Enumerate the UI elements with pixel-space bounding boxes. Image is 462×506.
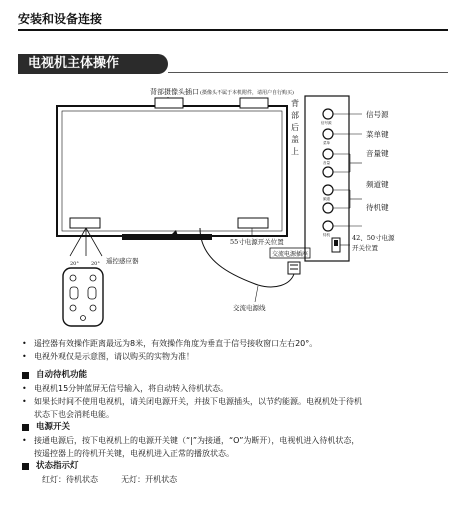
top-rule xyxy=(18,29,448,31)
side-button-panel xyxy=(305,96,349,261)
button-ch-down-icon xyxy=(323,203,333,213)
indicator-none: 无灯：开机状态 xyxy=(121,475,178,484)
key-label-menu: 菜单键 xyxy=(366,130,389,139)
power-switch-42-50-label-line2: 开关位置 xyxy=(352,244,378,252)
section-title: 安装和设备连接 xyxy=(18,12,103,26)
back-label-1: 部 xyxy=(291,111,299,120)
note-power-switch-1-cont: 按遥控器上的待机开关键，电视机进入正常的播放状态。 xyxy=(34,449,234,458)
camera-port-label: 背部摄像头插口 xyxy=(150,88,199,96)
banner-rule xyxy=(168,72,448,73)
note-remote-range: • 遥控器有效操作距离最远为8米，有效操作角度为垂直于信号接收窗口左右20°。 xyxy=(22,339,318,348)
key-label-standby: 待机键 xyxy=(366,203,389,212)
auto-standby-heading: 自动待机功能 xyxy=(22,369,452,382)
power-switch-55-label: 55寸电源开关位置 xyxy=(230,238,284,246)
back-label-3: 盖 xyxy=(291,135,299,144)
button-source-icon xyxy=(323,109,333,119)
key-label-source: 信号源 xyxy=(366,110,389,119)
remote-control-icon xyxy=(63,268,103,326)
button-caption-0: 信号源 xyxy=(321,121,332,125)
camera-port-note: (摄像头不属于本机附件，请用户自行购买) xyxy=(200,90,294,96)
button-caption-1: 菜单 xyxy=(323,141,330,145)
remote-sensor xyxy=(63,228,139,326)
sensor-angle-right: 20° xyxy=(91,261,100,267)
tv-diagram xyxy=(0,80,462,330)
note-auto-standby-2-cont: 状态下也会消耗电能。 xyxy=(34,410,114,419)
tv-body xyxy=(57,98,287,240)
button-vol-up-icon xyxy=(323,149,333,159)
indicator-heading: 状态指示灯 xyxy=(22,460,452,473)
back-label-0: 背 xyxy=(291,99,299,108)
button-caption-6: 待机 xyxy=(323,233,330,237)
remote-sensor-label: 遥控感应器 xyxy=(106,257,139,265)
button-caption-2: 音量 xyxy=(323,161,330,165)
power-switch-42-50-label-line1: 42、50寸电源 xyxy=(352,234,395,242)
ac-cord-label: 交流电源线 xyxy=(233,304,266,312)
ac-socket-label: 交流电源插座 xyxy=(272,251,309,258)
power-switch-heading: 电源开关 xyxy=(22,421,452,434)
indicator-states xyxy=(22,473,452,486)
back-label-2: 后 xyxy=(291,123,299,132)
note-auto-standby-2: • 如果长时间不使用电视机，请关闭电源开关，并拔下电源插头，以节约能源。电视机处于待机 xyxy=(22,397,362,406)
indicator-red: 红灯：待机状态 xyxy=(42,475,98,484)
button-menu-icon xyxy=(323,129,333,139)
notes-block xyxy=(22,337,452,486)
note-illustration: • 电视外观仅是示意图，请以购买的实物为准！ xyxy=(22,352,194,361)
button-vol-down-icon xyxy=(323,167,333,177)
button-standby-icon xyxy=(323,221,333,231)
back-label-4: 上 xyxy=(291,147,299,156)
key-label-channel: 频道键 xyxy=(366,180,389,189)
note-power-switch-1: • 接通电源后，按下电视机上的电源开关键（“|”为接通，“O”为断开），电视机进入待机状态， xyxy=(22,436,360,445)
plug-icon xyxy=(288,262,300,274)
button-ch-up-icon xyxy=(323,185,333,195)
sensor-angle-left: 20° xyxy=(70,261,79,267)
note-auto-standby-1: • 电视机15分钟蓝屏无信号输入，将自动转入待机状态。 xyxy=(22,384,229,393)
section-banner: 电视机主体操作 xyxy=(18,54,168,74)
key-label-volume: 音量键 xyxy=(366,149,389,158)
button-caption-4: 频道 xyxy=(323,197,330,201)
